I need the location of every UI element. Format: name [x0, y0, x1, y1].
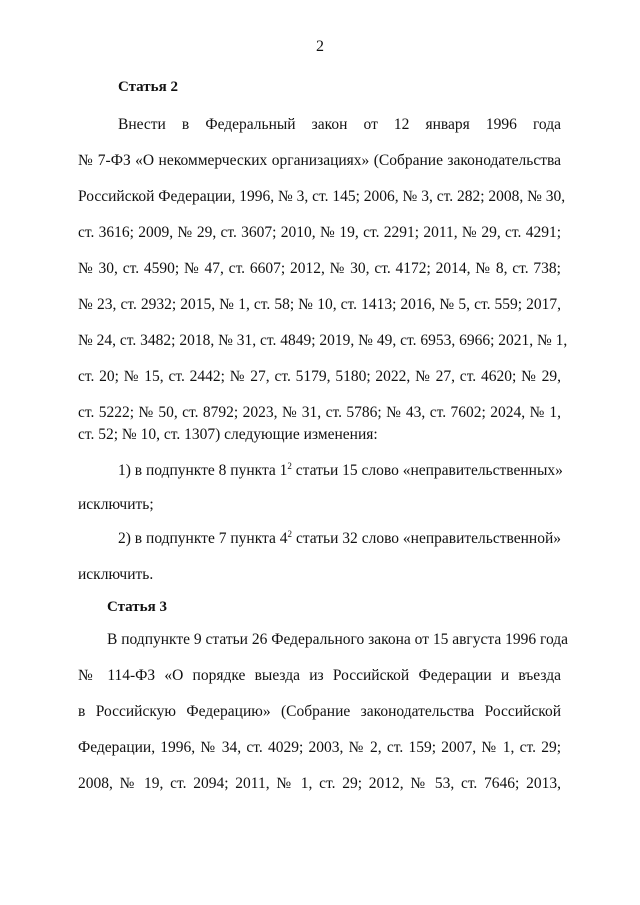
article-2-line-2: № 7-ФЗ «О некоммерческих организациях» (Собрание законодательства	[78, 152, 561, 169]
article-2-line-4: ст. 3616; 2009, № 29, ст. 3607; 2010, № 19, ст. 2291; 2011, № 29, ст. 4291;	[78, 224, 561, 241]
article-2-item-1-continuation: исключить;	[78, 496, 154, 513]
article-3-line-3: в Российскую Федерацию» (Собрание законодательства Российской	[78, 703, 561, 720]
article-2-item-1	[118, 461, 561, 481]
article-2-line-10: ст. 52; № 10, ст. 1307) следующие изменения:	[78, 426, 378, 443]
article-3-line-4: Федерации, 1996, № 34, ст. 4029; 2003, № 2, ст. 159; 2007, № 1, ст. 29;	[78, 739, 561, 756]
article-2-item-2	[118, 529, 561, 549]
item-2-before: 2) в подпункте 7 пункта 4	[118, 530, 288, 547]
item-1-after: статьи 15 слово «неправительственных»	[291, 462, 563, 479]
article-2-line-3: Российской Федерации, 1996, № 3, ст. 145; 2006, № 3, ст. 282; 2008, № 30,	[78, 188, 566, 205]
article-2-item-2-continuation: исключить.	[78, 566, 154, 583]
article-2-title: Статья 2	[118, 79, 178, 95]
item-1-before: 1) в подпункте 8 пункта 1	[118, 462, 288, 479]
article-3-title: Статья 3	[107, 599, 167, 615]
item-1-superscript: 2	[287, 460, 292, 471]
article-2-line-9: ст. 5222; № 50, ст. 8792; 2023, № 31, ст. 5786; № 43, ст. 7602; 2024, № 1,	[78, 404, 561, 421]
item-2-after: статьи 32 слово «неправительственной»	[292, 530, 561, 547]
article-2-line-1: Внести в Федеральный закон от 12 января 1996 года	[118, 116, 561, 133]
article-2-line-8: ст. 20; № 15, ст. 2442; № 27, ст. 5179, 5180; 2022, № 27, ст. 4620; № 29,	[78, 368, 561, 385]
article-2-line-5: № 30, ст. 4590; № 47, ст. 6607; 2012, № 30, ст. 4172; 2014, № 8, ст. 738;	[78, 260, 561, 277]
article-2-line-6: № 23, ст. 2932; 2015, № 1, ст. 58; № 10, ст. 1413; 2016, № 5, ст. 559; 2017,	[78, 296, 561, 313]
article-3-line-2: № 114-ФЗ «О порядке выезда из Российской Федерации и въезда	[78, 667, 561, 684]
item-2-superscript: 2	[287, 528, 293, 539]
article-3-line-5: 2008, № 19, ст. 2094; 2011, № 1, ст. 29; 2012, № 53, ст. 7646; 2013,	[78, 775, 561, 792]
page-number: 2	[316, 38, 324, 55]
article-3-line-1: В подпункте 9 статьи 26 Федерального закона от 15 августа 1996 года	[107, 631, 569, 648]
article-2-line-7: № 24, ст. 3482; 2018, № 31, ст. 4849; 2019, № 49, ст. 6953, 6966; 2021, № 1,	[78, 332, 568, 349]
